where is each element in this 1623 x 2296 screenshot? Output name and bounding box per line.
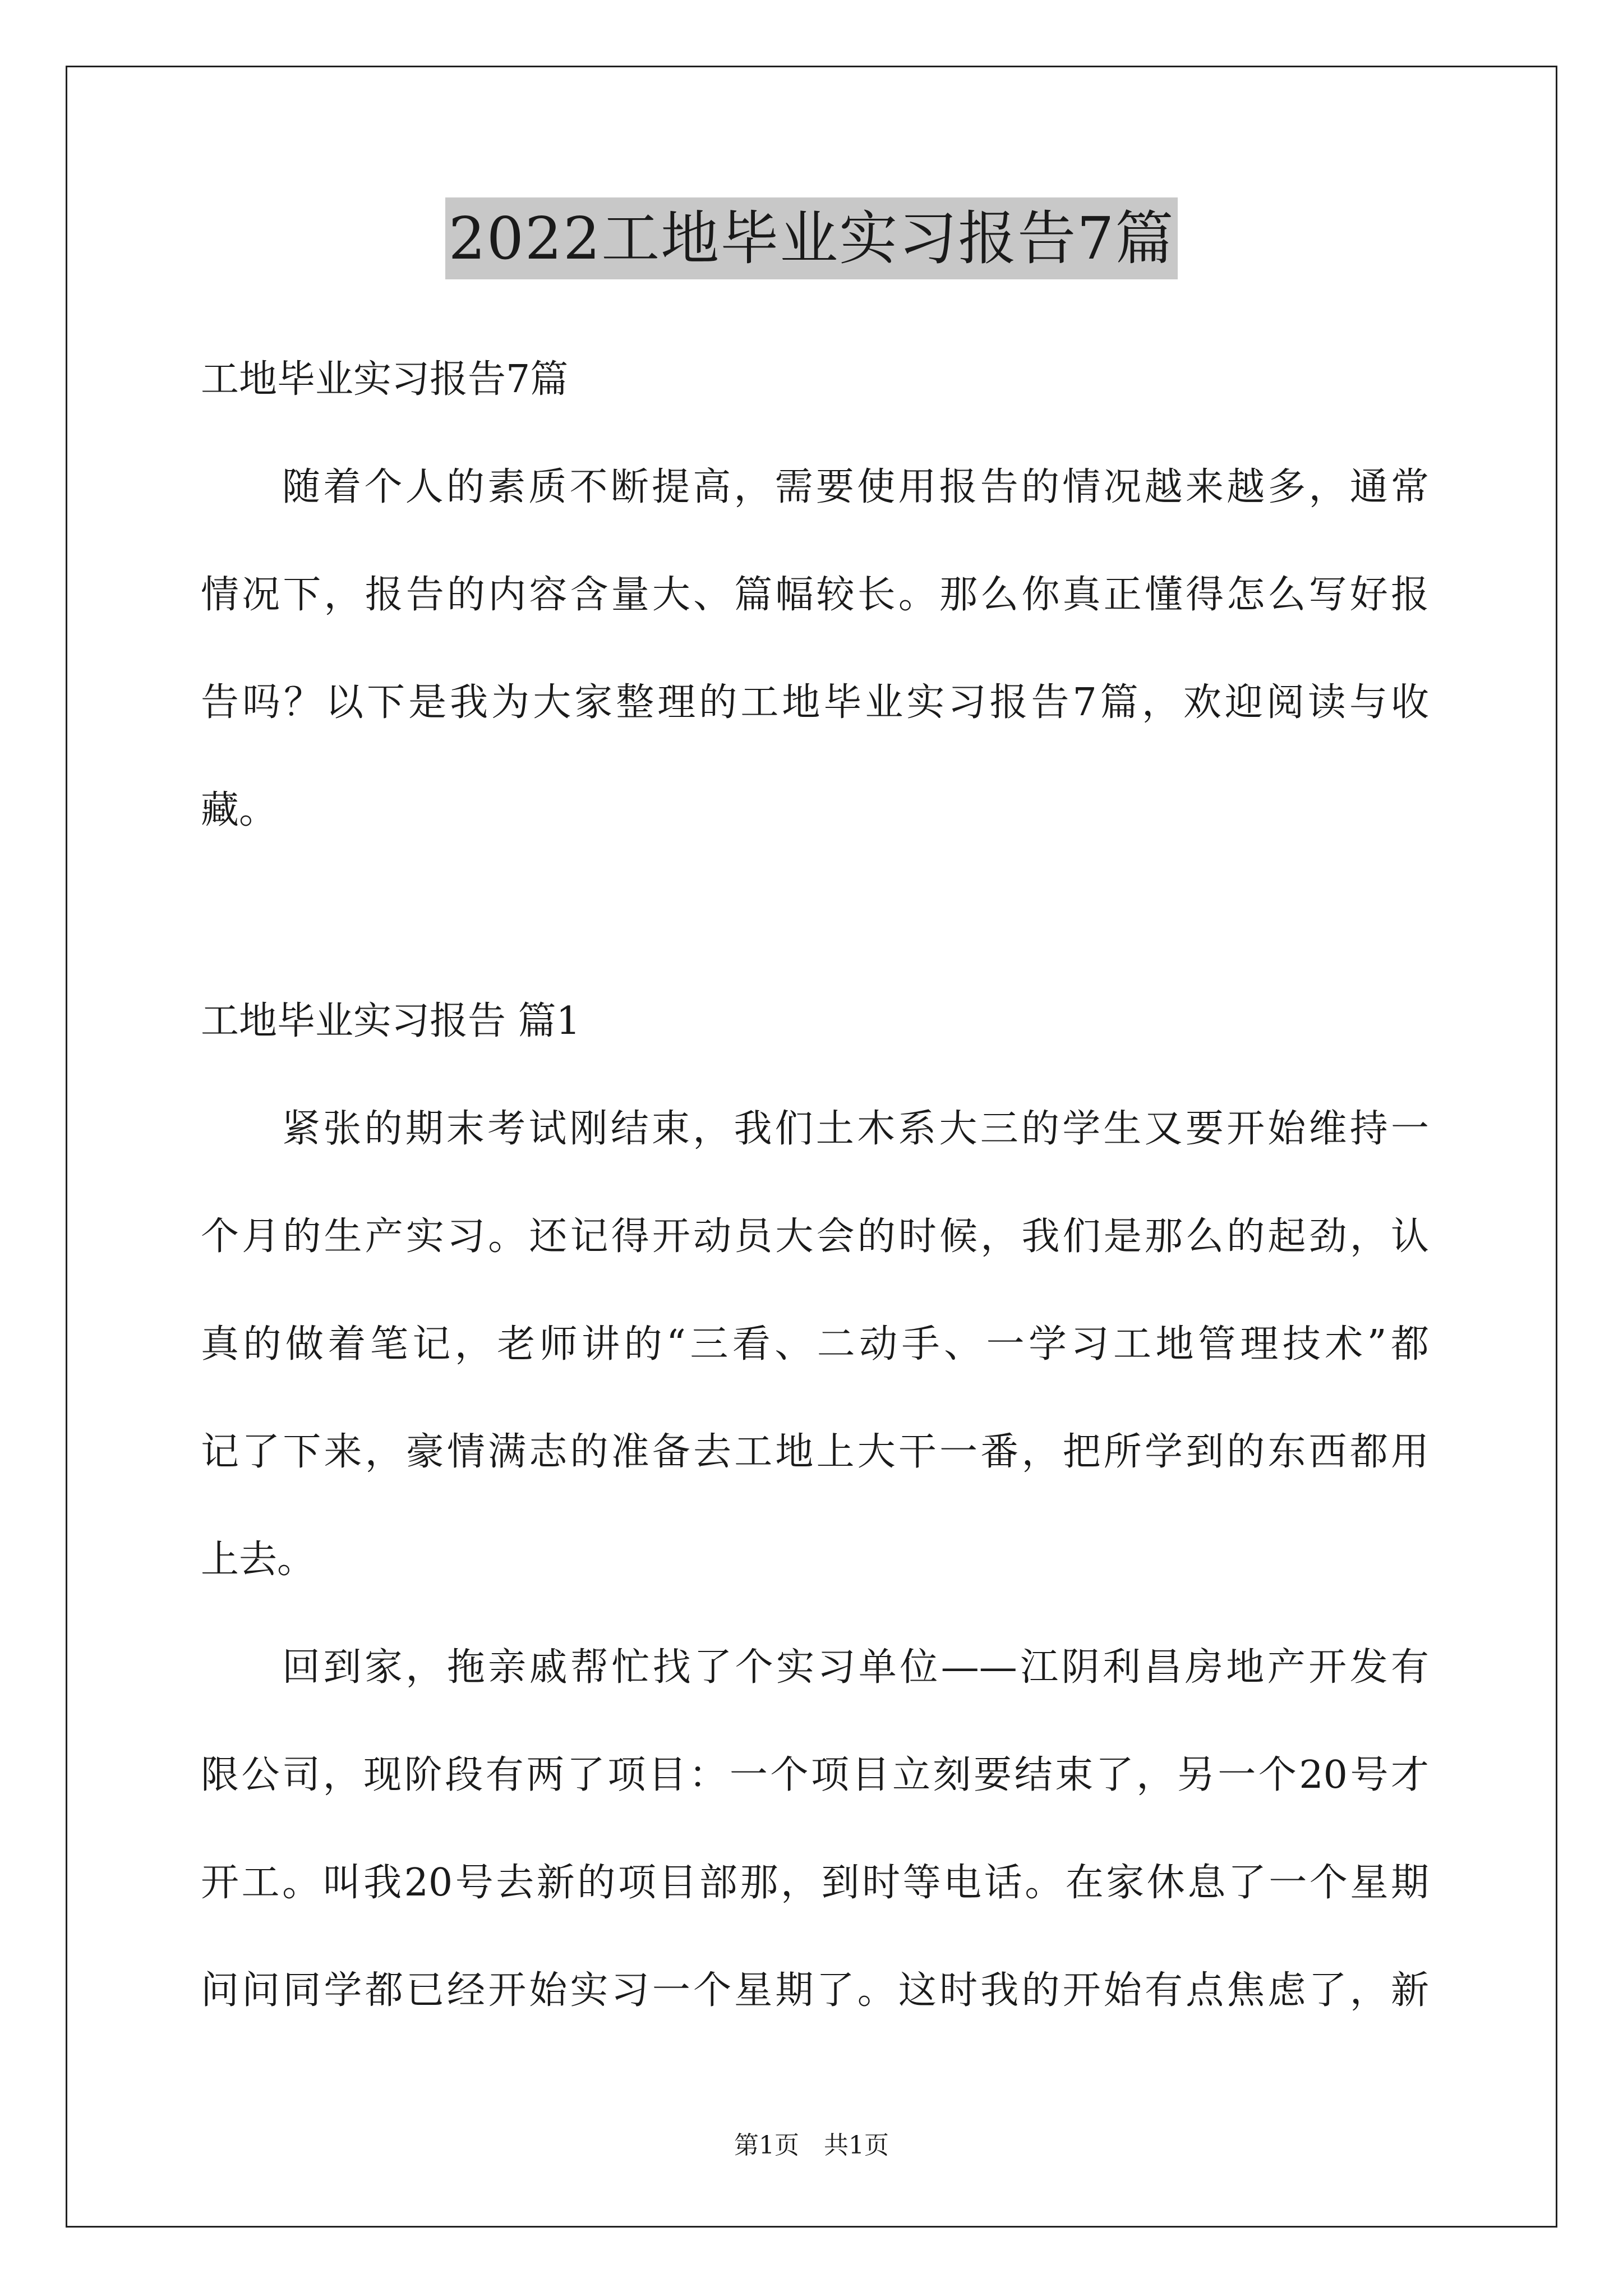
- paragraph1-line-4: 记了下来，豪情满志的准备去工地上大干一番，把所学到的东西都用: [201, 1430, 1429, 1474]
- section-heading: 工地毕业实习报告 篇1: [201, 999, 580, 1043]
- paragraph1-line-2: 个月的生产实习。还记得开动员大会的时候，我们是那么的起劲，认: [201, 1214, 1429, 1259]
- paragraph1-line-1: 紧张的期末考试刚结束，我们土木系大三的学生又要开始维持一: [282, 1107, 1429, 1151]
- title-container: [0, 197, 1623, 279]
- paragraph2-line-4: 问问同学都已经开始实习一个星期了。这时我的开始有点焦虑了，新: [201, 1968, 1429, 2013]
- document-subtitle: 工地毕业实习报告7篇: [201, 357, 569, 402]
- intro-line-4: 藏。: [201, 788, 278, 832]
- intro-line-1: 随着个人的素质不断提高，需要使用报告的情况越来越多，通常: [282, 465, 1429, 509]
- paragraph2-line-1: 回到家，拖亲戚帮忙找了个实习单位——江阴利昌房地产开发有: [282, 1645, 1429, 1690]
- paragraph2-line-3: 开工。叫我20号去新的项目部那，到时等电话。在家休息了一个星期: [201, 1861, 1429, 1905]
- paragraph1-line-3: 真的做着笔记，老师讲的“三看、二动手、一学习工地管理技术”都: [201, 1322, 1429, 1366]
- intro-line-2: 情况下，报告的内容含量大、篇幅较长。那么你真正懂得怎么写好报: [201, 573, 1429, 617]
- paragraph2-line-2: 限公司，现阶段有两了项目：一个项目立刻要结束了，另一个20号才: [201, 1753, 1429, 1797]
- document-title: 2022工地毕业实习报告7篇: [445, 197, 1178, 279]
- page-footer: 第1页 共1页: [734, 2131, 889, 2160]
- paragraph1-line-5: 上去。: [201, 1538, 316, 1582]
- intro-line-3: 告吗？以下是我为大家整理的工地毕业实习报告7篇，欢迎阅读与收: [201, 680, 1429, 725]
